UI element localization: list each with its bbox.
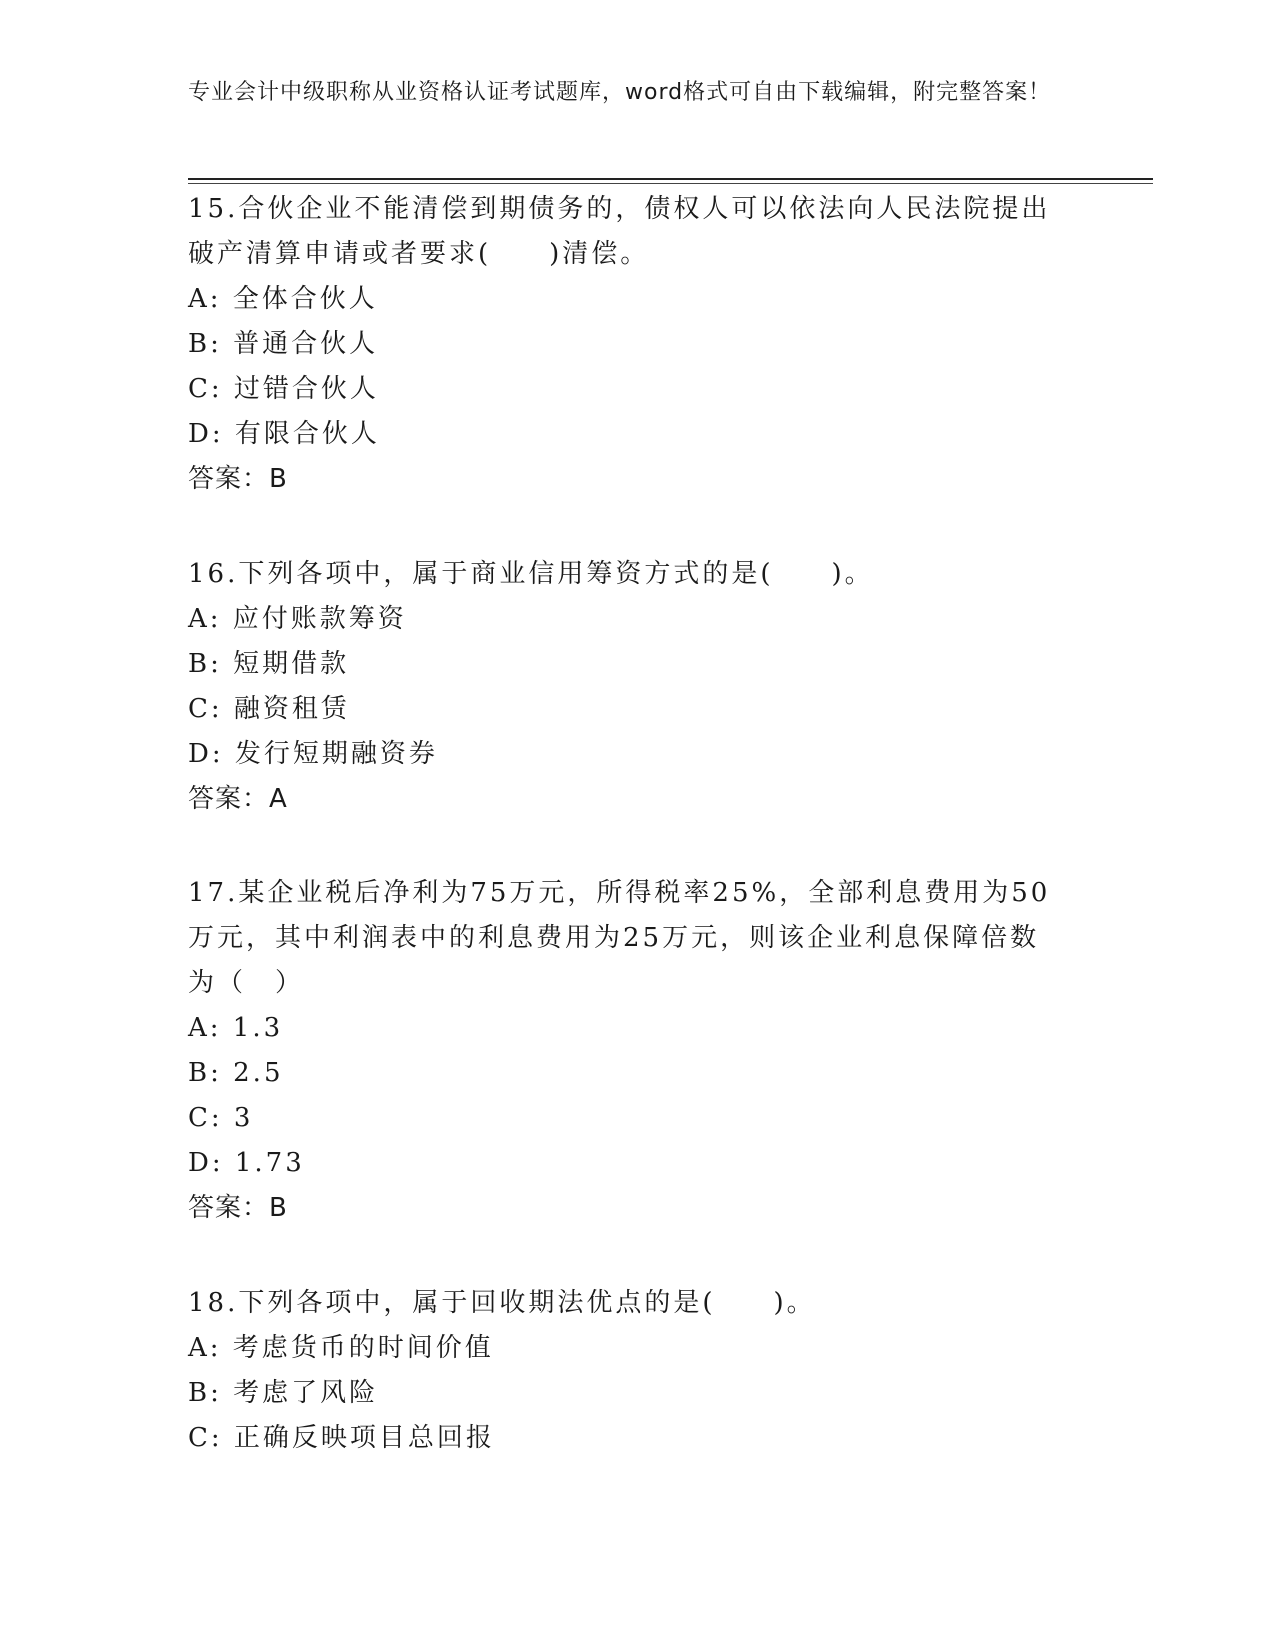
question-stem: 15.合伙企业不能清偿到期债务的，债权人可以依法向人民法院提出破产清算申请或者要求( )清偿。 <box>188 194 1051 269</box>
header-divider-thick <box>188 178 1153 180</box>
question-stem: 16.下列各项中，属于商业信用筹资方式的是( )。 <box>188 559 874 589</box>
answer: 答案：B <box>188 1193 288 1223</box>
option-c: C: 3 <box>188 1103 254 1133</box>
header-divider-thin <box>188 183 1153 184</box>
option-a: A: 全体合伙人 <box>188 284 378 314</box>
option-a: A: 1.3 <box>188 1013 284 1043</box>
option-a: A: 应付账款筹资 <box>188 604 407 634</box>
option-b: B: 短期借款 <box>188 649 350 679</box>
document-header: 专业会计中级职称从业资格认证考试题库，word格式可自由下载编辑，附完整答案！ <box>188 80 1052 105</box>
question-17 <box>188 871 1068 1231</box>
answer: 答案：B <box>188 464 288 494</box>
option-d: D: 1.73 <box>188 1148 305 1178</box>
option-b: B: 考虑了风险 <box>188 1378 379 1408</box>
answer: 答案：A <box>188 784 288 814</box>
option-d: D: 有限合伙人 <box>188 419 380 449</box>
option-d: D: 发行短期融资券 <box>188 739 438 769</box>
question-15 <box>188 187 1068 502</box>
option-c: C: 融资租赁 <box>188 694 350 724</box>
option-b: B: 普通合伙人 <box>188 329 379 359</box>
question-16 <box>188 552 1068 822</box>
question-18 <box>188 1281 1068 1461</box>
question-stem: 17.某企业税后净利为75万元，所得税率25%，全部利息费用为50万元，其中利润表中的利息费用为25万元，则该企业利息保障倍数为（ ） <box>188 878 1051 998</box>
option-b: B: 2.5 <box>188 1058 284 1088</box>
option-a: A: 考虑货币的时间价值 <box>188 1333 494 1363</box>
question-stem: 18.下列各项中，属于回收期法优点的是( )。 <box>188 1288 816 1318</box>
option-c: C: 过错合伙人 <box>188 374 379 404</box>
option-c: C: 正确反映项目总回报 <box>188 1423 495 1453</box>
